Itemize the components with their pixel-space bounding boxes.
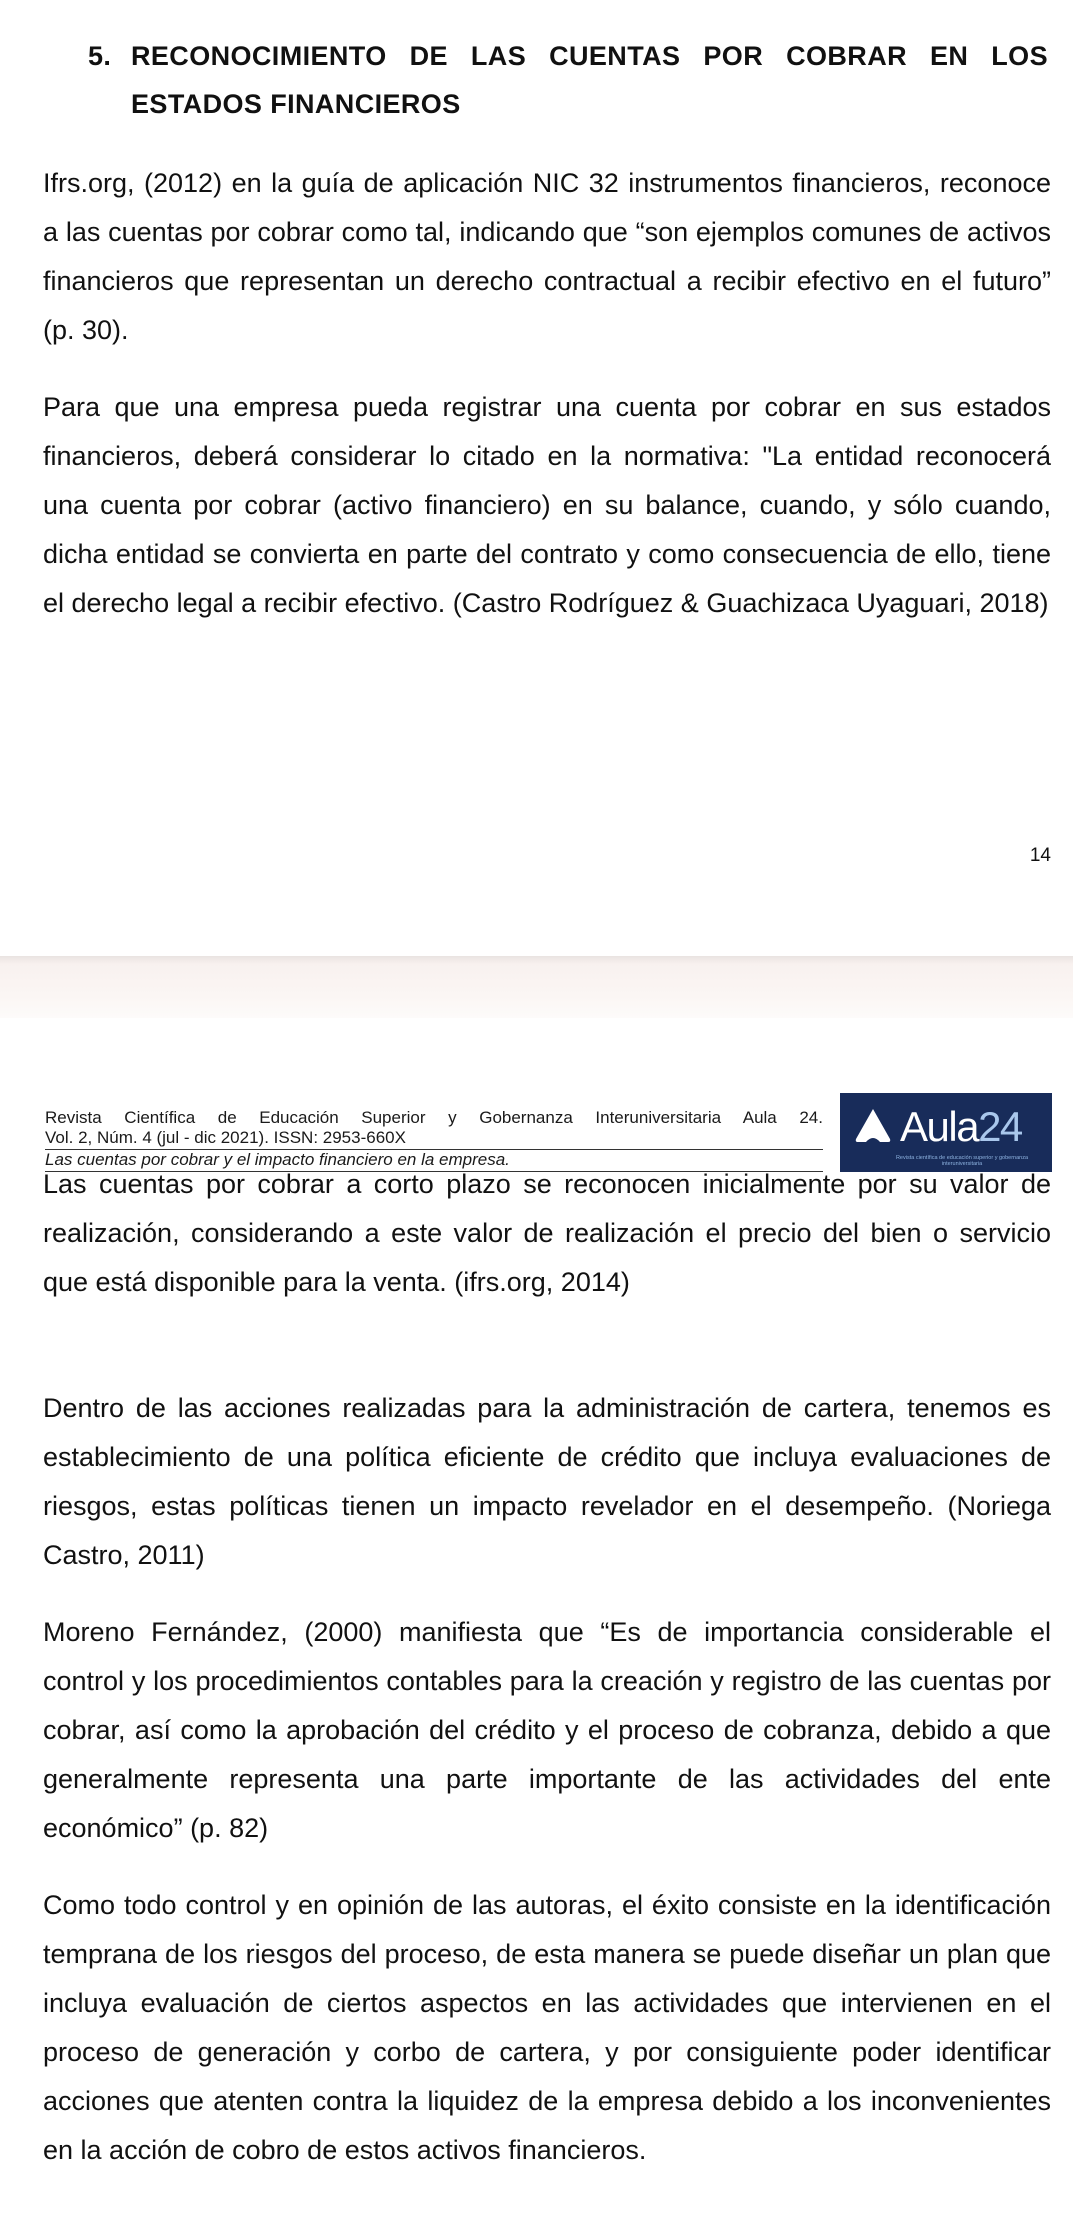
paragraph: Para que una empresa pueda registrar una cuenta por cobrar en sus estados financieros, deberá considerar lo citado en la normativa: "La entidad reconocerá una cuenta por cobrar (activo financiero) en su balance, cuando, y sólo cuando, dicha entidad se convierta en parte del contrato y como consecuencia de ello, tiene el derecho legal a recibir efectivo. (Castro Rodríguez & Guachizaca Uyaguari, 2018) (43, 392, 1051, 618)
journal-name: Revista Científica de Educación Superior y Gobernanza Interuniversitaria Aula 24. (45, 1108, 823, 1127)
article-running-title: Las cuentas por cobrar y el impacto financiero en la empresa. (45, 1150, 823, 1172)
paragraph: Dentro de las acciones realizadas para la administración de cartera, tenemos es establecimiento de una política eficiente de crédito que incluya evaluaciones de riesgos, estas políticas tienen un impacto revelador en el desempeño. (Noriega Castro, 2011) (43, 1393, 1051, 1570)
section-number: 5. (88, 41, 112, 71)
page-number: 14 (1029, 845, 1051, 866)
aula-logo-mark-icon (850, 1103, 896, 1149)
section-heading (88, 32, 1048, 128)
document-page-14 (0, 0, 1073, 956)
journal-volume: Vol. 2, Núm. 4 (jul - dic 2021). ISSN: 2953-660X (45, 1128, 823, 1150)
paragraph: Como todo control y en opinión de las autoras, el éxito consiste en la identificación temprana de los riesgos del proceso, de esta manera se puede diseñar un plan que incluya evaluación de ciertos aspectos en las actividades que intervienen en el proceso de generación y corbo de cartera, y por consiguiente poder identificar acciones que atenten contra la liquidez de la empresa debido a los inconvenientes en la acción de cobro de estos activos financieros. (43, 1890, 1051, 2165)
paragraph: Moreno Fernández, (2000) manifiesta que “Es de importancia considerable el control y los procedimientos contables para la creación y registro de las cuentas por cobrar, así como la aprobación del crédito y el proceso de cobranza, debido a que generalmente representa una parte importante de las actividades del ente económico” (p. 82) (43, 1617, 1051, 1843)
section-title: RECONOCIMIENTO DE LAS CUENTAS POR COBRAR EN LOS ESTADOS FINANCIEROS (131, 41, 1048, 119)
logo-word: Aula (900, 1103, 979, 1150)
paragraph: Las cuentas por cobrar a corto plazo se reconocen inicialmente por su valor de realización, considerando a este valor de realización el precio del bien o servicio que está disponible para la venta. (ifrs.org, 2014) (43, 1169, 1051, 1297)
logo-number: 24 (978, 1103, 1022, 1150)
logo-tagline: Revista científica de educación superior y gobernanza interuniversitaria (895, 1155, 1029, 1167)
page-separator (0, 956, 1073, 1018)
paragraph: Ifrs.org, (2012) en la guía de aplicación NIC 32 instrumentos financieros, reconoce a las cuentas por cobrar como tal, indicando que “son ejemplos comunes de activos financieros que representan un derecho contractual a recibir efectivo en el futuro” (p. 30). (43, 168, 1051, 345)
document-page-15 (0, 1018, 1073, 2229)
logo-wordmark (900, 1103, 1022, 1151)
